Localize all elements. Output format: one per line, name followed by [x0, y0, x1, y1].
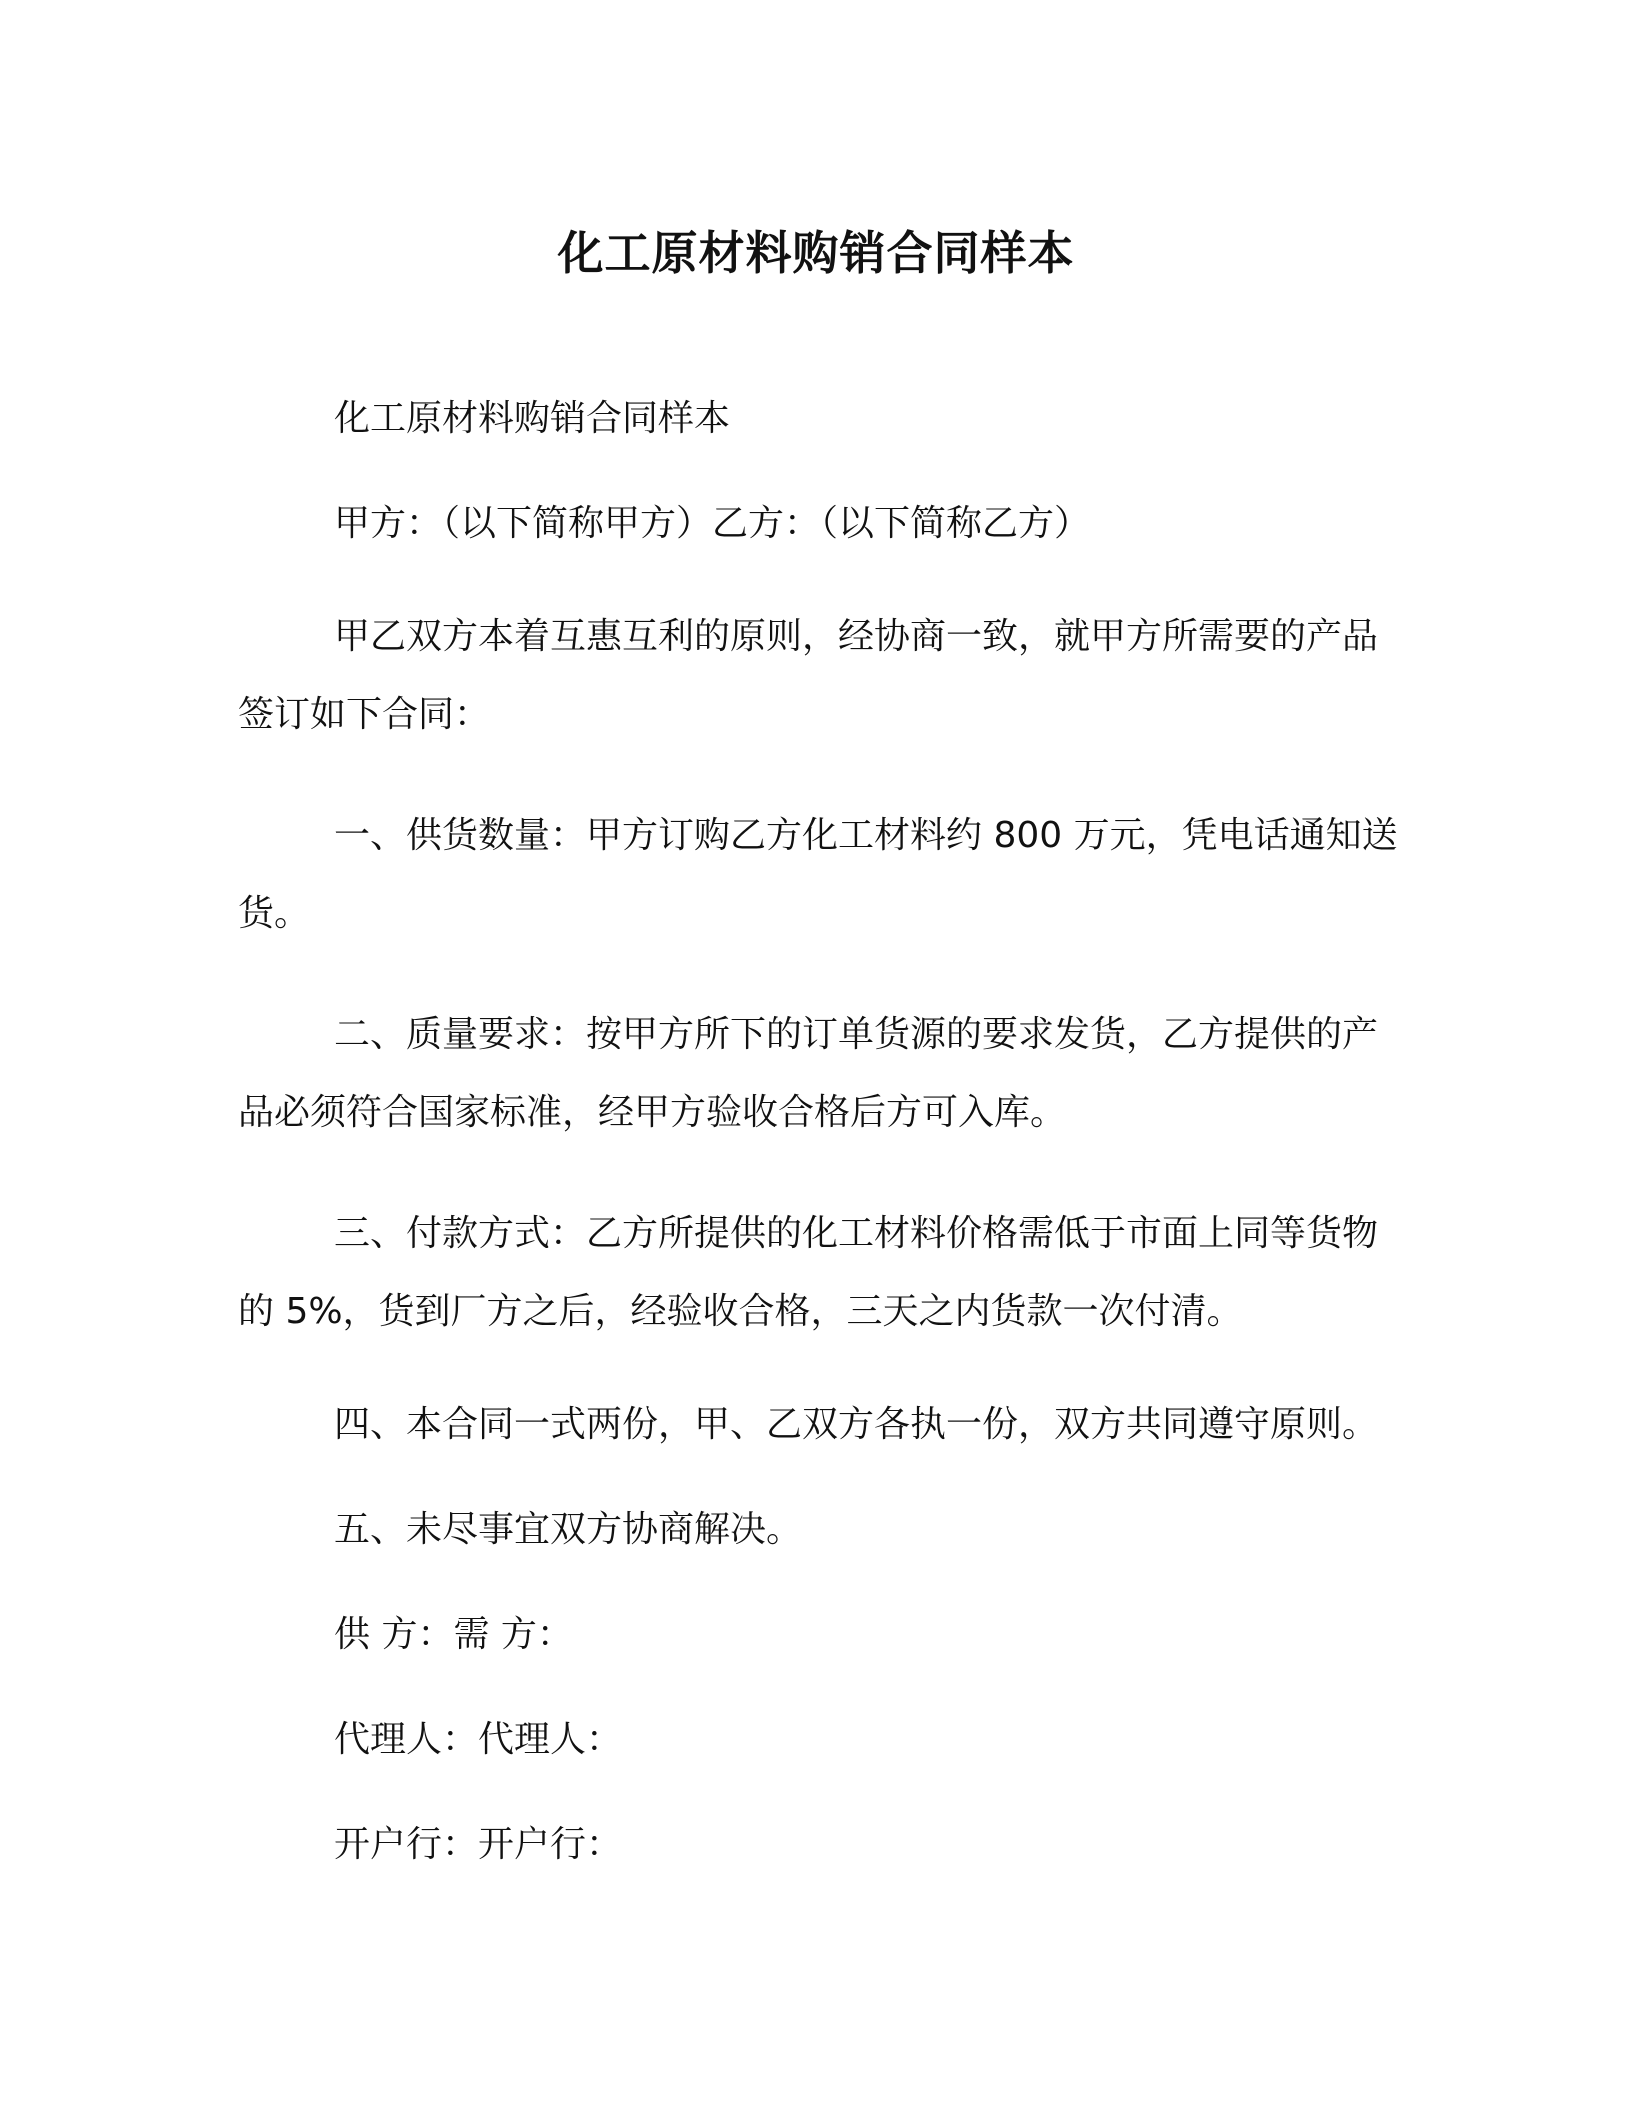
parties-paragraph: 甲方：（以下简称甲方）乙方：（以下简称乙方） — [334, 503, 1091, 544]
supplier-buyer-line: 供 方：需 方： — [334, 1614, 573, 1655]
document-title: 化工原材料购销合同样本 — [557, 226, 1075, 280]
clause-2-paragraph: 二、质量要求：按甲方所下的订单货源的要求发货，乙方提供的产品必须符合国家标准，经甲方验收合格后方可入库。 — [238, 1014, 1379, 1133]
subtitle-paragraph: 化工原材料购销合同样本 — [334, 398, 731, 439]
clause-3-paragraph: 三、付款方式：乙方所提供的化工材料价格需低于市面上同等货物的 5%，货到厂方之后，经验收合格，三天之内货款一次付清。 — [238, 1213, 1379, 1332]
agent-line: 代理人：代理人： — [334, 1719, 623, 1760]
clause-1-paragraph: 一、供货数量：甲方订购乙方化工材料约 800 万元，凭电话通知送货。 — [238, 815, 1398, 934]
intro-paragraph: 甲乙双方本着互惠互利的原则，经协商一致，就甲方所需要的产品签订如下合同： — [238, 616, 1379, 735]
clause-5-paragraph: 五、未尽事宜双方协商解决。 — [334, 1509, 803, 1550]
bank-line: 开户行：开户行： — [334, 1824, 623, 1865]
clause-4-paragraph: 四、本合同一式两份，甲、乙双方各执一份，双方共同遵守原则。 — [334, 1404, 1379, 1445]
document-body — [238, 388, 1408, 1919]
